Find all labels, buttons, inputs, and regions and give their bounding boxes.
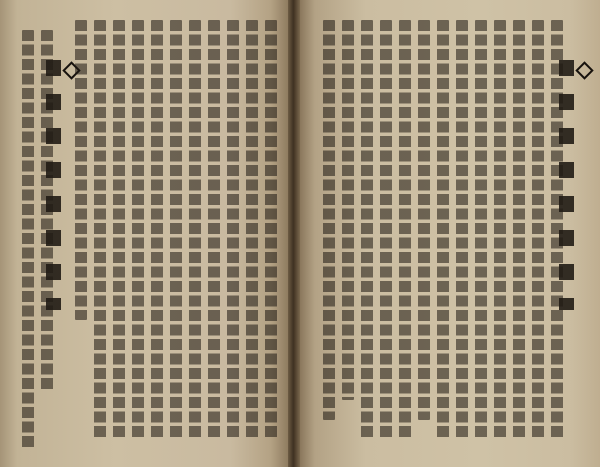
column-ink-line xyxy=(94,20,106,440)
right-page-text-column xyxy=(453,20,471,444)
right-page-text-column xyxy=(415,20,433,424)
heading-diamond-icon xyxy=(575,61,593,79)
column-ink-line xyxy=(208,20,220,440)
left-page-text-column xyxy=(243,20,261,444)
column-ink-line xyxy=(456,20,468,440)
column-ink-line xyxy=(75,20,87,320)
column-ink-line xyxy=(399,20,411,440)
left-page-text-column xyxy=(72,20,90,324)
right-page-text-column xyxy=(548,20,566,444)
column-ink-line xyxy=(418,20,430,420)
column-ink-line xyxy=(41,30,53,390)
left-page-text-column xyxy=(186,20,204,444)
left-page-text-column xyxy=(110,20,128,444)
column-ink-line xyxy=(380,20,392,440)
right-page-text-column xyxy=(377,20,395,444)
left-page-text-column xyxy=(205,20,223,444)
right-page-text-column xyxy=(339,20,357,404)
column-ink-line xyxy=(227,20,239,440)
column-ink-line xyxy=(113,20,125,440)
book-gutter xyxy=(288,0,300,467)
right-page-text-column xyxy=(529,20,547,444)
right-page-heading xyxy=(573,60,595,310)
left-page-text-column xyxy=(19,30,37,454)
column-ink-line xyxy=(132,20,144,440)
column-ink-line xyxy=(532,20,544,440)
right-page-text-column xyxy=(510,20,528,444)
column-ink-line xyxy=(22,30,34,450)
right-page-text-column xyxy=(434,20,452,444)
column-ink-line xyxy=(361,20,373,440)
column-ink-line xyxy=(342,20,354,400)
column-ink-line xyxy=(189,20,201,440)
right-page-text-column xyxy=(491,20,509,444)
left-page-text-column xyxy=(148,20,166,444)
column-ink-line xyxy=(551,20,563,440)
left-page-text-column xyxy=(129,20,147,444)
column-ink-line xyxy=(475,20,487,440)
column-ink-line xyxy=(151,20,163,440)
column-ink-line xyxy=(246,20,258,440)
right-page-text-column xyxy=(358,20,376,444)
column-ink-line xyxy=(170,20,182,440)
column-ink-line xyxy=(513,20,525,440)
column-ink-line xyxy=(323,20,335,420)
left-page-text-column xyxy=(224,20,242,444)
left-page-text-column xyxy=(38,30,56,394)
column-ink-line xyxy=(265,20,277,440)
left-page-text-column xyxy=(167,20,185,444)
right-page-text-column xyxy=(396,20,414,444)
left-page-text-column xyxy=(91,20,109,444)
left-page-text-column xyxy=(262,20,280,444)
right-page-text-column xyxy=(472,20,490,444)
column-ink-line xyxy=(494,20,506,440)
column-ink-line xyxy=(437,20,449,440)
right-page-text-column xyxy=(320,20,338,424)
